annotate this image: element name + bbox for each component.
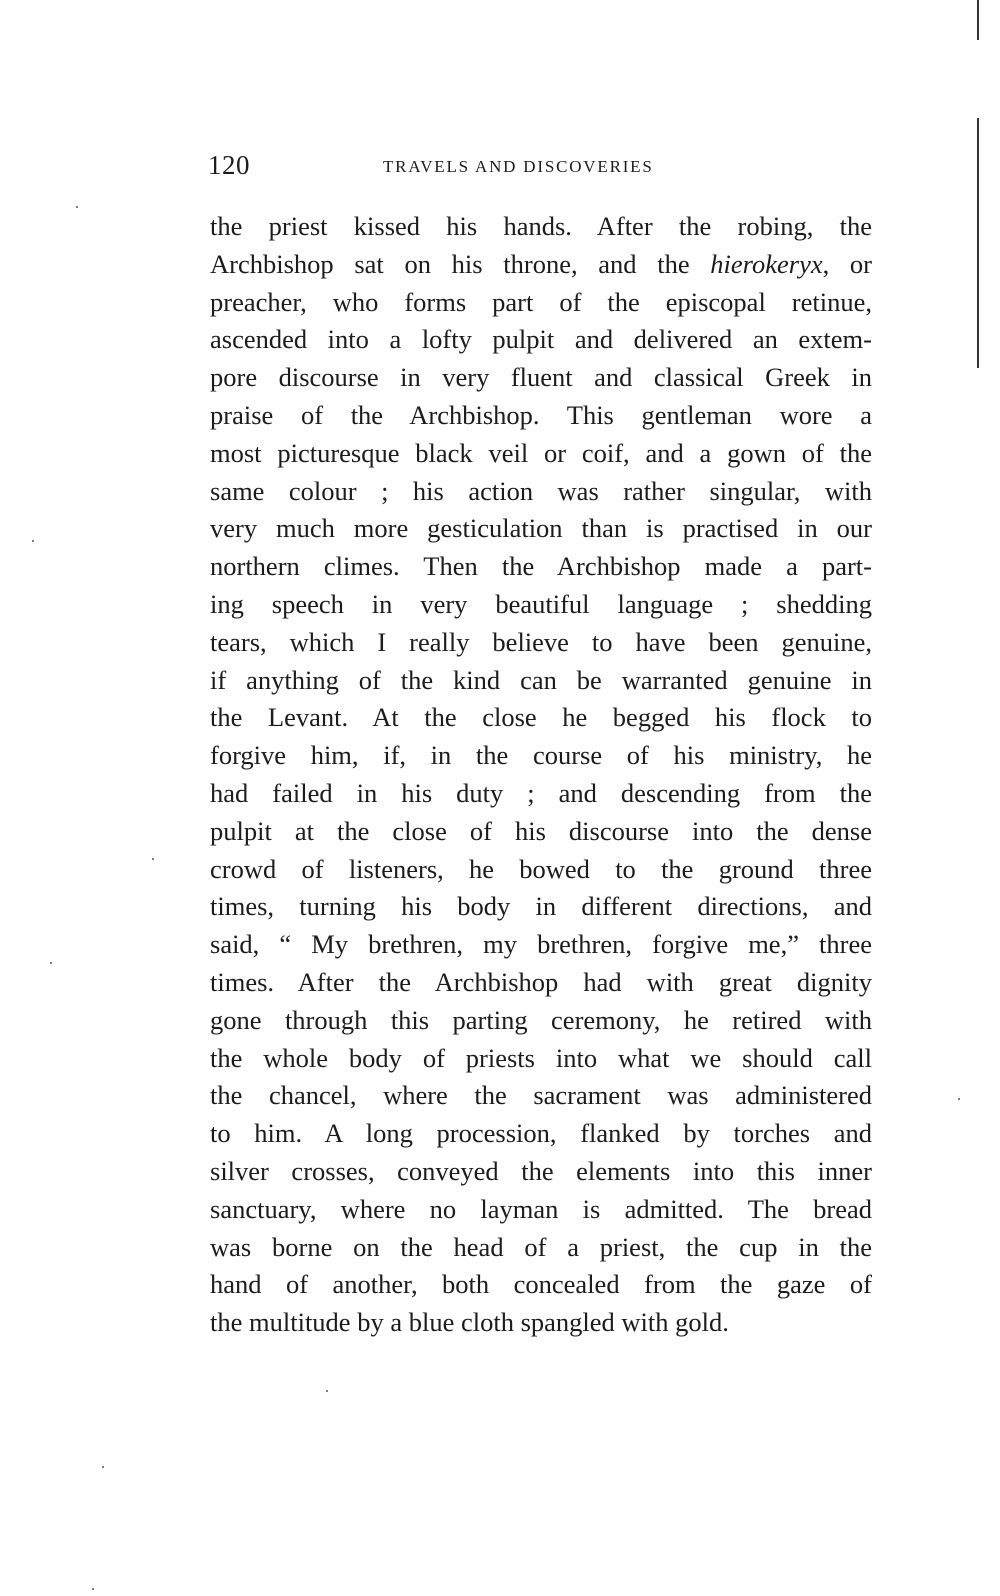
text-line <box>210 699 872 737</box>
text-segment: if anything of the kind can be warranted genuine in <box>210 664 872 695</box>
scan-speck <box>326 1390 328 1392</box>
text-segment: the chancel, where the sacrament was administered <box>210 1080 872 1111</box>
text-line <box>210 435 872 473</box>
text-segment: tears, which I really believe to have been genuine, <box>210 626 872 657</box>
text-segment: preacher, who forms part of the episcopal retinue, <box>210 286 872 317</box>
text-line <box>210 397 872 435</box>
text-line <box>210 359 872 397</box>
text-segment: sanctuary, where no layman is admitted. The bread <box>210 1193 872 1224</box>
text-segment: the priest kissed his hands. After the robing, the <box>210 211 872 241</box>
text-line <box>210 926 872 964</box>
scan-edge-mark <box>977 0 979 40</box>
text-segment: most picturesque black veil or coif, and a gown of the <box>210 437 872 468</box>
text-line <box>210 1191 872 1229</box>
text-line <box>210 888 872 926</box>
page-number: 120 <box>208 150 250 180</box>
text-segment: very much more gesticulation than is practised in our <box>210 513 872 544</box>
text-line <box>210 510 872 548</box>
text-line <box>210 473 872 511</box>
text-line <box>210 548 872 586</box>
text-line <box>210 964 872 1002</box>
scan-speck <box>50 962 52 964</box>
text-line <box>210 321 872 359</box>
text-line <box>210 1115 872 1153</box>
text-line <box>210 208 872 246</box>
text-line <box>210 1002 872 1040</box>
text-segment: gone through this parting ceremony, he retired with <box>210 1004 872 1035</box>
text-segment: same colour ; his action was rather singular, with <box>210 475 872 506</box>
text-segment: the whole body of priests into what we should call <box>210 1042 872 1073</box>
text-segment: silver crosses, conveyed the elements into this inner <box>210 1155 872 1186</box>
text-segment: the Levant. At the close he begged his flock to <box>210 702 872 733</box>
scan-speck <box>102 1466 104 1468</box>
scan-speck <box>76 206 78 208</box>
text-segment: times, turning his body in different directions, and <box>210 891 872 922</box>
text-line <box>210 813 872 851</box>
text-line <box>210 662 872 700</box>
text-segment: said, “ My brethren, my brethren, forgive me,” three <box>210 929 872 960</box>
text-segment: the multitude by a blue cloth spangled with gold. <box>210 1307 729 1338</box>
running-head <box>208 150 868 186</box>
text-segment: pulpit at the close of his discourse into the dense <box>210 815 872 846</box>
text-segment: was borne on the head of a priest, the cup in the <box>210 1231 872 1262</box>
text-line <box>210 624 872 662</box>
text-line <box>210 1229 872 1267</box>
text-segment: times. After the Archbishop had with great dignity <box>210 966 872 997</box>
text-segment: praise of the Archbishop. This gentleman wore a <box>210 399 872 430</box>
body-text <box>210 208 872 1342</box>
text-segment: to him. A long procession, flanked by torches and <box>210 1118 872 1149</box>
text-segment: , or <box>822 248 872 279</box>
running-head-title: TRAVELS AND DISCOVERIES <box>383 157 654 176</box>
scan-edge-mark <box>977 118 979 368</box>
text-line <box>210 1040 872 1078</box>
text-line <box>210 1077 872 1115</box>
text-line <box>210 851 872 889</box>
italic-term: hierokeryx <box>710 248 823 279</box>
text-segment: crowd of listeners, he bowed to the ground three <box>210 853 872 884</box>
text-segment: Archbishop sat on his throne, and the <box>210 248 711 279</box>
text-line <box>210 775 872 813</box>
scan-speck <box>958 1098 960 1100</box>
text-line <box>210 246 872 284</box>
text-line <box>210 1266 872 1304</box>
scan-speck <box>92 1588 94 1590</box>
text-segment: ing speech in very beautiful language ; shedding <box>210 588 872 619</box>
scan-speck <box>152 858 154 860</box>
text-line <box>210 586 872 624</box>
text-line <box>210 284 872 322</box>
text-segment: ascended into a lofty pulpit and delivered an extem- <box>210 324 872 355</box>
text-line <box>210 1153 872 1191</box>
text-segment: pore discourse in very fluent and classical Greek in <box>210 362 872 393</box>
scan-speck <box>32 540 34 542</box>
text-line <box>210 1304 872 1342</box>
text-segment: hand of another, both concealed from the gaze of <box>210 1269 872 1300</box>
text-segment: forgive him, if, in the course of his ministry, he <box>210 740 872 771</box>
text-segment: northern climes. Then the Archbishop made a part- <box>210 551 872 582</box>
text-segment: had failed in his duty ; and descending from the <box>210 777 872 808</box>
text-line <box>210 737 872 775</box>
